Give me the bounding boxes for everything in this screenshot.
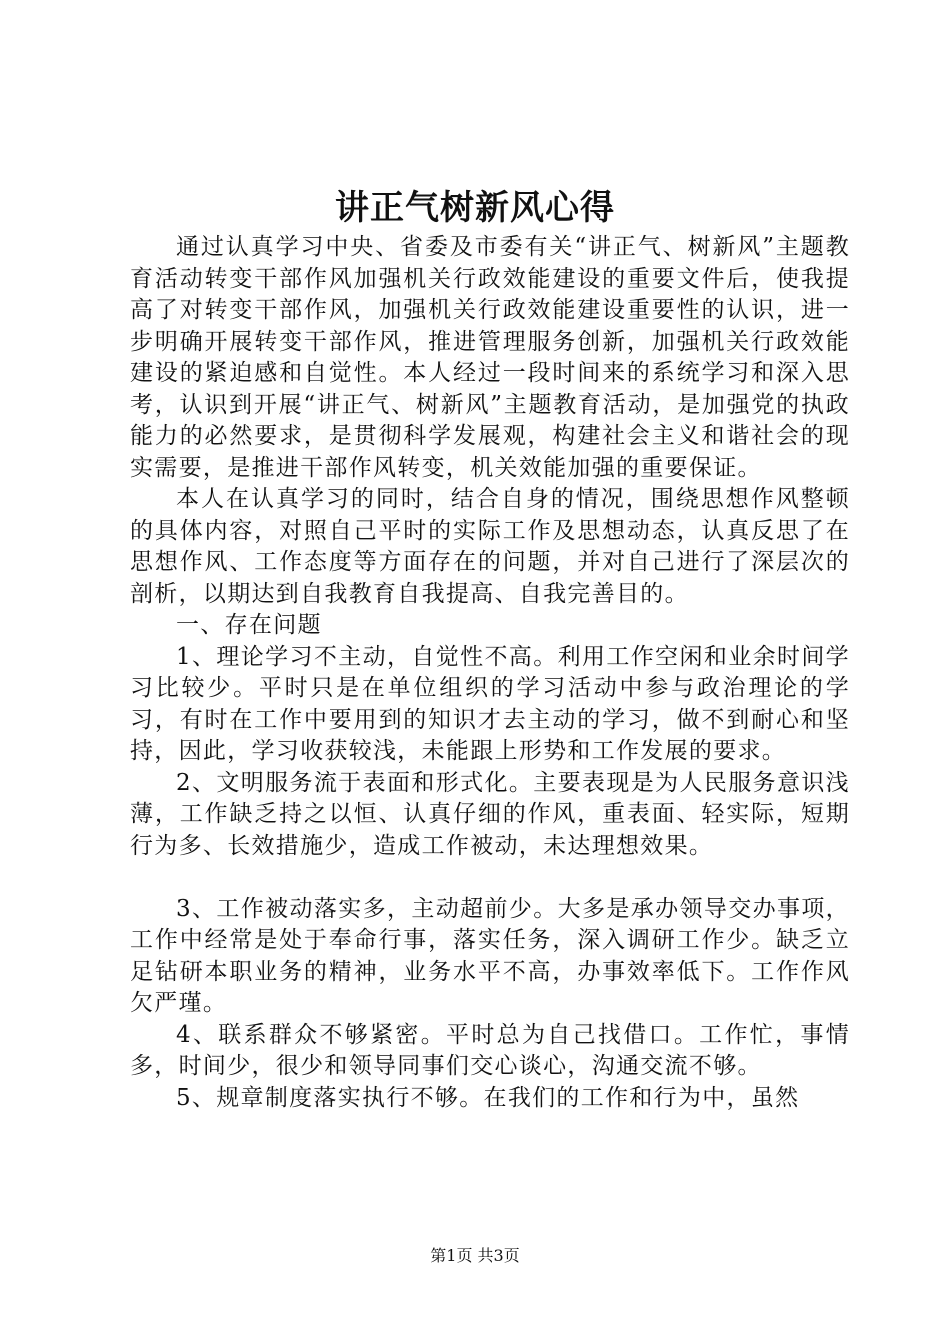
paragraph-problem-2: 2、文明服务流于表面和形式化。主要表现是为人民服务意识浅薄，工作缺乏持之以恒、认真仔细的作风，重表面、轻实际，短期行为多、长效措施少，造成工作被动，未达理想效果。	[130, 769, 850, 859]
document-body	[130, 232, 850, 1114]
section-heading-problems: 一、存在问题	[176, 612, 322, 638]
page-footer: 第1页 共3页	[430, 1246, 520, 1265]
paragraph-problem-1: 1、理论学习不主动，自觉性不高。利用工作空闲和业余时间学习比较少。平时只是在单位组织的学习活动中参与政治理论的学习，有时在工作中要用到的知识才去主动的学习，做不到耐心和坚持，因此，学习收获较浅，未能跟上形势和工作发展的要求。	[130, 643, 850, 764]
paragraph-reflection: 本人在认真学习的同时，结合自身的情况，围绕思想作风整顿的具体内容，对照自己平时的实际工作及思想动态，认真反思了在思想作风、工作态度等方面存在的问题，并对自己进行了深层次的剖析，以期达到自我教育自我提高、自我完善目的。	[130, 486, 850, 607]
document-title: 讲正气树新风心得	[335, 188, 615, 228]
paragraph-problem-4: 4、联系群众不够紧密。平时总为自己找借口。工作忙，事情多，时间少，很少和领导同事们交心谈心，沟通交流不够。	[130, 1021, 850, 1079]
paragraph-intro: 通过认真学习中央、省委及市委有关“讲正气、树新风”主题教育活动转变干部作风加强机关行政效能建设的重要文件后，使我提高了对转变干部作风，加强机关行政效能建设重要性的认识，进一步明确开展转变干部作风，推进管理服务创新，加强机关行政效能建设的紧迫感和自觉性。本人经过一段时间来的系统学习和深入思考，认识到开展“讲正气、树新风”主题教育活动，是加强党的执政能力的必然要求，是贯彻科学发展观，构建社会主义和谐社会的现实需要，是推进干部作风转变，机关效能加强的重要保证。	[130, 234, 850, 481]
paragraph-problem-3: 3、工作被动落实多，主动超前少。大多是承办领导交办事项，工作中经常是处于奉命行事，落实任务，深入调研工作少。缺乏立足钻研本职业务的精神，业务水平不高，办事效率低下。工作作风欠严瑾。	[130, 895, 850, 1016]
paragraph-problem-5: 5、规章制度落实执行不够。在我们的工作和行为中，虽然	[176, 1084, 800, 1111]
